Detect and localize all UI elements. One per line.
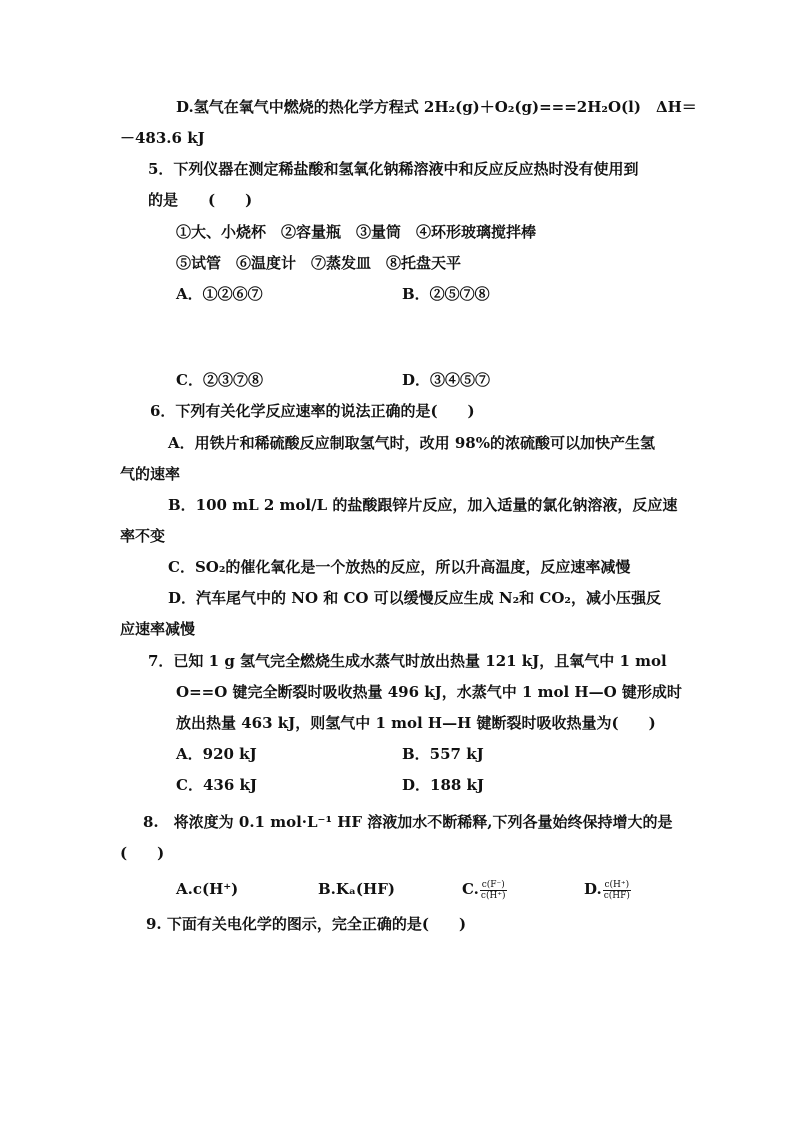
- q8-option-c-fraction: [480, 880, 507, 901]
- q7-stem-line2: O==O 键完全断裂时吸收热量 496 kJ，水蒸气中 1 mol H—O 键形成时: [176, 683, 682, 701]
- q5-stem-line1: 5．下列仪器在测定稀盐酸和氢氧化钠稀溶液中和反应反应热时没有使用到: [148, 160, 639, 178]
- q8-option-d: [584, 879, 631, 901]
- q8-option-c-prefix: C.: [462, 880, 479, 898]
- q5-option-a: A．①②⑥⑦: [176, 285, 263, 303]
- q5-option-b: B．②⑤⑦⑧: [402, 285, 490, 303]
- q6-option-c: C．SO₂的催化氧化是一个放热的反应，所以升高温度，反应速率减慢: [168, 558, 631, 576]
- q8-option-d-fraction: [603, 880, 631, 901]
- q6-option-b-line1: B．100 mL 2 mol/L 的盐酸跟锌片反应，加入适量的氯化钠溶液，反应速: [168, 496, 678, 514]
- q7-stem-line3: 放出热量 463 kJ，则氢气中 1 mol H—H 键断裂时吸收热量为( ): [176, 714, 656, 732]
- q5-option-c: C．②③⑦⑧: [176, 371, 263, 389]
- q5-option-d: D．③④⑤⑦: [402, 371, 491, 389]
- q6-option-a-line1: A．用铁片和稀硫酸反应制取氢气时，改用 98%的浓硫酸可以加快产生氢: [168, 434, 655, 452]
- q8-option-c-numerator: c(F⁻): [481, 879, 505, 890]
- q6-option-b-line2: 率不变: [120, 527, 166, 545]
- q5-items-line2: ⑤试管 ⑥温度计 ⑦蒸发皿 ⑧托盘天平: [176, 254, 462, 272]
- q9-stem: 9. 下面有关电化学的图示，完全正确的是( ): [146, 915, 467, 933]
- q8-stem-line2: ( ): [120, 844, 165, 862]
- top-option-line1: D.氢气在氧气中燃烧的热化学方程式 2H₂(g)＋O₂(g)===2H₂O(l) ΔH＝: [176, 98, 697, 116]
- q8-stem-line1: 8. 将浓度为 0.1 mol·L⁻¹ HF 溶液加水不断稀释,下列各量始终保持增大的是: [143, 813, 673, 831]
- q8-option-c-denominator: c(H⁺): [480, 890, 506, 901]
- q7-option-d: D．188 kJ: [402, 776, 485, 794]
- q6-stem: 6．下列有关化学反应速率的说法正确的是( ): [150, 402, 475, 420]
- q5-items-line1: ①大、小烧杯 ②容量瓶 ③量筒 ④环形玻璃搅拌棒: [176, 223, 537, 241]
- q7-option-c: C．436 kJ: [176, 776, 257, 794]
- q6-option-d-line2: 应速率减慢: [120, 620, 196, 638]
- q8-option-d-prefix: D.: [584, 880, 602, 898]
- q8-option-c: [462, 879, 507, 901]
- q7-stem-line1: 7．已知 1 g 氢气完全燃烧生成水蒸气时放出热量 121 kJ，且氧气中 1 mol: [148, 652, 667, 670]
- q6-option-d-line1: D．汽车尾气中的 NO 和 CO 可以缓慢反应生成 N₂和 CO₂，减小压强反: [168, 589, 661, 607]
- q7-option-a: A．920 kJ: [176, 745, 257, 763]
- q5-stem-line2: 的是 ( ): [148, 191, 253, 209]
- q8-option-b: B.Kₐ(HF): [318, 880, 395, 898]
- q8-option-d-numerator: c(H⁺): [604, 879, 630, 890]
- top-option-line2: －483.6 kJ: [120, 129, 205, 147]
- q8-option-a: A.c(H⁺): [176, 880, 239, 898]
- q8-option-d-denominator: c(HF): [603, 890, 630, 901]
- q6-option-a-line2: 气的速率: [120, 465, 181, 483]
- q7-option-b: B．557 kJ: [402, 745, 484, 763]
